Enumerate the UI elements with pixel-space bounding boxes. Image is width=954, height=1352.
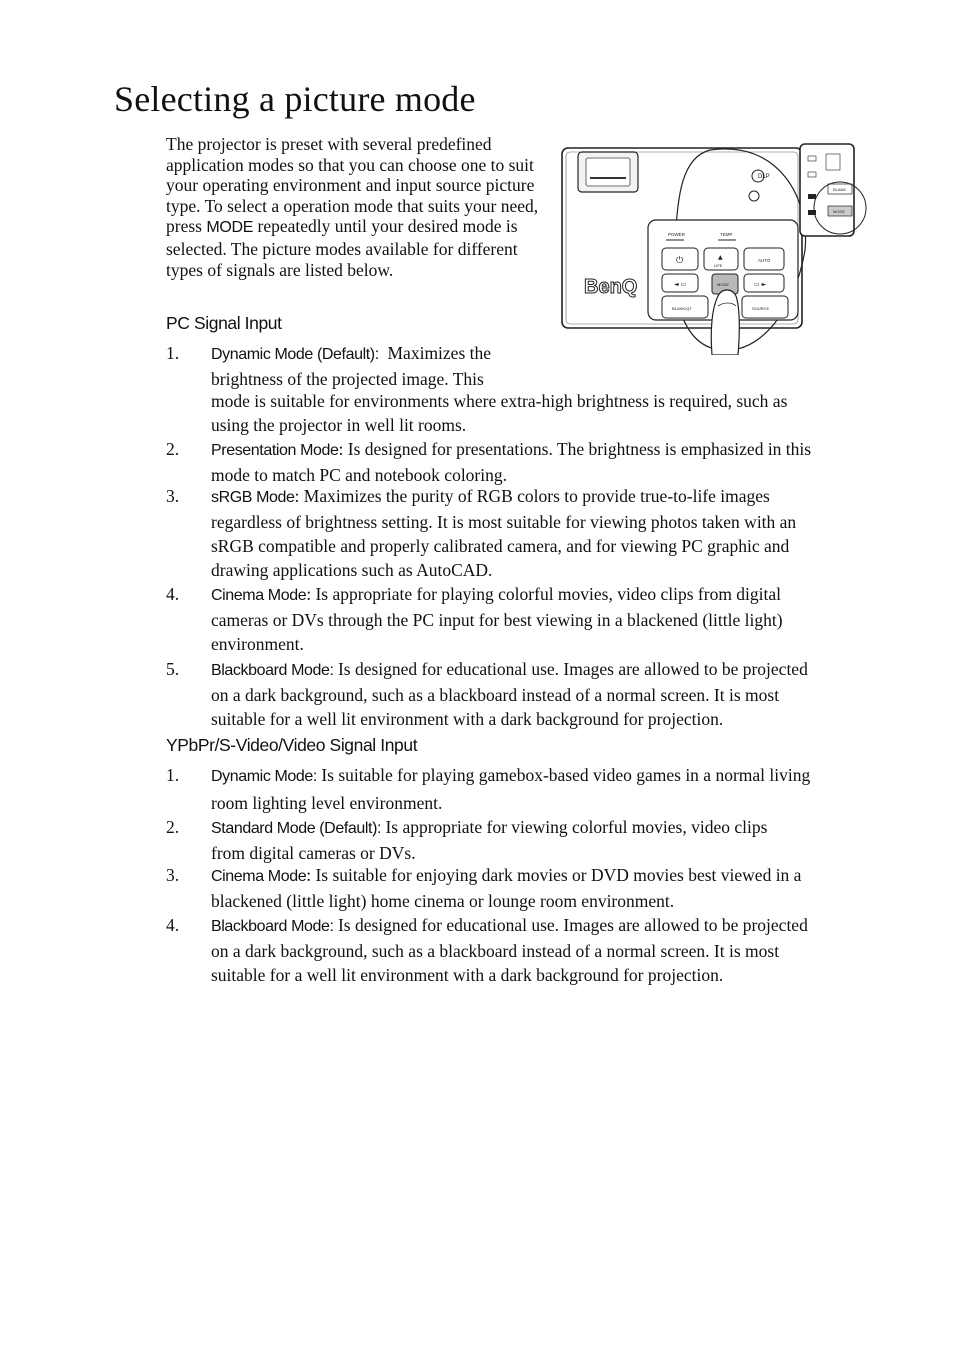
- mode-label: sRGB Mode: [211, 489, 295, 506]
- pc-signal-input-heading: PC Signal Input: [166, 313, 282, 333]
- mode-desc-line: mode to match PC and notebook coloring.: [211, 465, 507, 485]
- video-signal-input-heading: YPbPr/S-Video/Video Signal Input: [166, 735, 418, 755]
- mode-label: Standard Mode (Default):: [211, 820, 382, 837]
- mode-desc-line: Is designed for educational use. Images are allowed to be projected: [333, 915, 808, 935]
- mode-desc-line: suitable for a well lit environment with a dark background for projection.: [211, 709, 724, 729]
- list-number: 3.: [166, 865, 180, 885]
- mode-label: Dynamic Mode (Default):: [211, 346, 379, 363]
- mode-desc-line: Maximizes the: [387, 343, 492, 363]
- list-number: 2.: [166, 439, 180, 459]
- mode-desc-line: : Is designed for presentations. The brightness is emphasized in this: [338, 439, 812, 459]
- mode-desc-line: : Is appropriate for playing colorful movies, video clips from digital: [306, 584, 782, 604]
- mode-desc-line: drawing applications such as AutoCAD.: [211, 560, 493, 580]
- auto-label: AUTO: [758, 258, 771, 263]
- mode-label: Presentation Mode: [211, 442, 339, 459]
- mode-desc-line: room lighting level environment.: [211, 793, 443, 813]
- list-number: 4.: [166, 915, 180, 935]
- remote-mode-label: MODE: [833, 209, 845, 214]
- mode-label: Cinema Mode: [211, 587, 307, 604]
- mode-desc-line: sRGB compatible and properly calibrated camera, and for viewing PC graphic and: [211, 536, 790, 556]
- mode-desc-line: Is suitable for playing gamebox-based video games in a normal living: [316, 765, 811, 785]
- mode-label: Blackboard Mode:: [211, 662, 334, 679]
- list-number: 4.: [166, 584, 180, 604]
- mode-desc-line: brightness of the projected image. This: [211, 369, 484, 389]
- mode-label: Cinema Mode: [211, 868, 307, 885]
- list-number: 1.: [166, 765, 180, 785]
- life-label: LIFE: [714, 263, 723, 268]
- mode-desc-line: on a dark background, such as a blackboard instead of a normal screen. It is most: [211, 941, 780, 961]
- blank-qt-label: BLANK/QT: [672, 306, 692, 311]
- svg-text:◄ ▭: ◄ ▭: [674, 281, 687, 288]
- power-indicator-label: POWER: [668, 232, 686, 237]
- remote-blank-label: BLANK: [833, 187, 847, 192]
- list-number: 2.: [166, 817, 180, 837]
- mode-desc-line: suitable for a well lit environment with a dark background for projection.: [211, 965, 724, 985]
- mode-desc-line: Is appropriate for viewing colorful movies, video clips: [381, 817, 768, 837]
- mode-desc-line: from digital cameras or DVs.: [211, 843, 416, 863]
- mode-desc-line: on a dark background, such as a blackboard instead of a normal screen. It is most: [211, 685, 780, 705]
- temp-indicator-label: TEMP: [720, 232, 733, 237]
- mode-button-label: MODE: [717, 282, 729, 287]
- mode-desc-line: environment.: [211, 634, 304, 654]
- dlp-logo: DLP: [758, 174, 770, 180]
- mode-desc-line: using the projector in well lit rooms.: [211, 415, 467, 435]
- list-number: 5.: [166, 659, 180, 679]
- mode-key-label: MODE: [206, 219, 254, 237]
- page-title: Selecting a picture mode: [114, 79, 476, 119]
- intro-text-after: repeatedly until your desired mode is selected. The picture modes available for different types of signals are listed below.: [166, 216, 518, 280]
- svg-text:▭ ►: ▭ ►: [754, 281, 767, 288]
- mode-desc-line: blackened (little light) home cinema or lounge room environment.: [211, 891, 675, 911]
- source-label: SOURCE: [752, 306, 770, 311]
- brand-logo: BenQ: [584, 276, 638, 298]
- svg-text:⏻: ⏻: [676, 256, 684, 266]
- mode-desc-line: regardless of brightness setting. It is most suitable for viewing photos taken with an: [211, 512, 797, 532]
- list-number: 3.: [166, 486, 180, 506]
- mode-desc-line: : Maximizes the purity of RGB colors to provide true-to-life images: [294, 486, 770, 506]
- intro-text-before: The projector is preset with several predefined application modes so that you can choose one to suit your operating environment and input source picture type. To select a operation mode that suits your need, press: [166, 134, 539, 237]
- svg-text:▲: ▲: [718, 254, 723, 261]
- intro-paragraph: [166, 134, 546, 280]
- mode-label: Blackboard Mode:: [211, 918, 334, 935]
- mode-label: Dynamic Mode:: [211, 768, 317, 785]
- projector-control-panel-figure: [560, 140, 870, 355]
- mode-desc-line: Is designed for educational use. Images are allowed to be projected: [333, 659, 808, 679]
- mode-desc-line: cameras or DVs through the PC input for best viewing in a blackened (little light): [211, 610, 783, 630]
- list-number: 1.: [166, 343, 180, 363]
- mode-desc-line: mode is suitable for environments where extra-high brightness is required, such as: [211, 391, 788, 411]
- mode-desc-line: : Is suitable for enjoying dark movies or DVD movies best viewed in a: [306, 865, 802, 885]
